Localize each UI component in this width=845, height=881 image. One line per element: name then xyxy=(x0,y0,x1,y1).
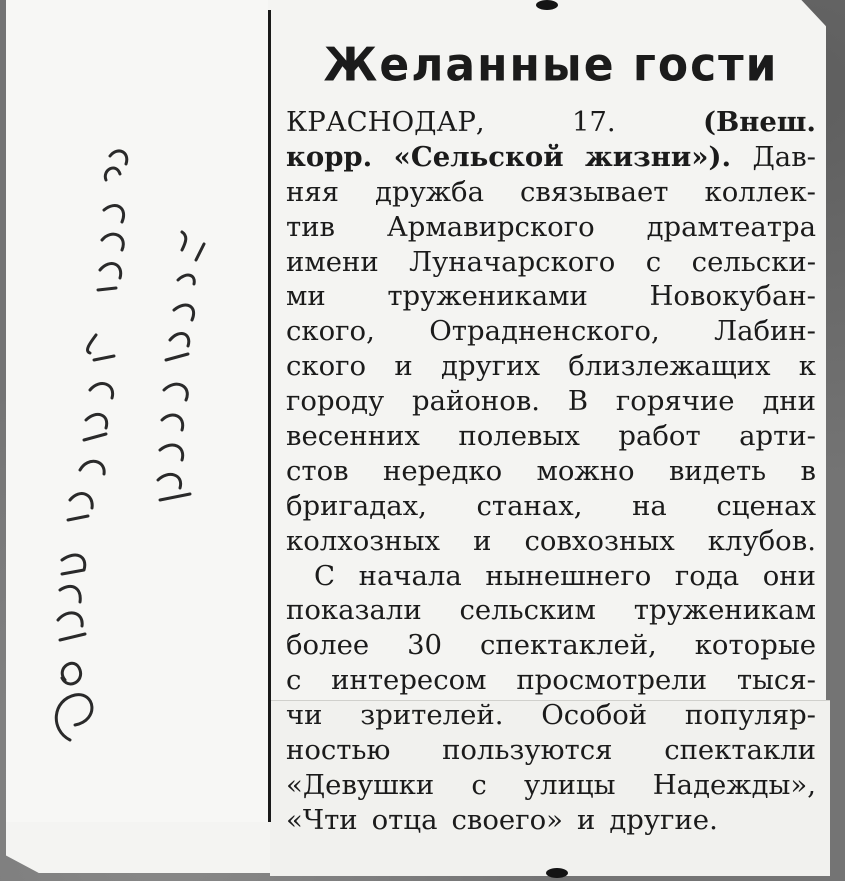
article-headline: Желанные гости xyxy=(323,38,779,93)
article-word: чи xyxy=(286,699,323,732)
article-word: Особой xyxy=(541,699,648,732)
article-line xyxy=(286,628,816,663)
article-word: пользуются xyxy=(442,734,613,767)
article-word: сценах xyxy=(716,489,816,522)
article-word: дни xyxy=(762,385,816,418)
article-word: Дав- xyxy=(752,140,816,173)
article-word: КРАСНОДАР, xyxy=(286,106,485,138)
article-line xyxy=(286,105,816,140)
article xyxy=(286,40,816,838)
article-word: горячие xyxy=(615,385,735,418)
article-word: года xyxy=(674,559,740,592)
article-word: 30 xyxy=(407,629,443,662)
article-word: «Сельской xyxy=(393,140,564,173)
article-word: с xyxy=(471,768,487,801)
article-line xyxy=(286,733,816,768)
article-line xyxy=(286,663,816,698)
article-line xyxy=(286,524,816,559)
article-line xyxy=(286,454,816,489)
article-word: на xyxy=(632,489,667,522)
article-word: своего» xyxy=(451,803,563,836)
article-word: труженикам xyxy=(633,594,816,627)
article-word: районов. xyxy=(412,385,541,418)
article-word: драмтеатра xyxy=(646,210,816,243)
article-word: зрителей. xyxy=(360,699,504,732)
article-line xyxy=(286,314,816,349)
article-line xyxy=(286,245,816,280)
article-word: Надежды», xyxy=(652,768,816,801)
article-word: сельски- xyxy=(691,245,816,278)
article-word: спектаклей, xyxy=(479,629,657,662)
article-word: других xyxy=(441,350,540,383)
article-word: нередко xyxy=(382,454,503,487)
punch-hole-bottom xyxy=(546,868,568,878)
article-word: корр. xyxy=(286,140,373,173)
article-word: Луначарского xyxy=(409,245,616,278)
article-line xyxy=(286,279,816,314)
article-word: клубов. xyxy=(707,524,816,557)
article-word: нынешнего xyxy=(485,559,652,592)
article-word: с xyxy=(645,245,662,278)
article-word: и xyxy=(473,524,492,557)
article-word: спектакли xyxy=(664,734,816,767)
article-word: В xyxy=(567,385,589,418)
article-word: работ xyxy=(618,420,701,453)
article-word: ностью xyxy=(286,734,391,767)
article-word: видеть xyxy=(668,454,767,487)
article-word: тив xyxy=(286,210,336,243)
article-line xyxy=(286,210,816,245)
article-word: бригадах, xyxy=(286,489,427,522)
article-line xyxy=(286,803,816,838)
article-word: городу xyxy=(286,385,385,418)
article-word: стов xyxy=(286,454,349,487)
article-word: и xyxy=(577,803,596,836)
article-word: интересом xyxy=(331,664,487,697)
article-word: «Чти xyxy=(286,803,358,836)
article-word: «Девушки xyxy=(286,768,435,801)
punch-hole-top xyxy=(536,0,558,10)
article-word: сельским xyxy=(459,594,596,627)
article-word: Новокубан- xyxy=(649,280,816,313)
article-word: жизни»). xyxy=(585,140,732,173)
article-word: ского, xyxy=(286,315,375,348)
article-word: с xyxy=(286,664,302,697)
article-line xyxy=(286,419,816,454)
article-word: более xyxy=(286,629,370,662)
article-word: связывает xyxy=(520,175,669,208)
article-word: С xyxy=(314,559,336,592)
article-line xyxy=(286,384,816,419)
article-word: совхозных xyxy=(524,524,675,557)
article-word: коллек- xyxy=(704,175,816,208)
article-word: тружениками xyxy=(387,280,588,313)
article-word: полевых xyxy=(458,420,580,453)
article-line xyxy=(286,768,816,803)
article-word: весенних xyxy=(286,420,420,453)
article-word: которые xyxy=(694,629,816,662)
article-line xyxy=(286,559,816,594)
article-word: просмотрели xyxy=(516,664,708,697)
article-line xyxy=(286,593,816,628)
article-line xyxy=(286,698,816,733)
article-word: Лабин- xyxy=(714,315,816,348)
article-word: к xyxy=(798,350,816,383)
article-word: тыся- xyxy=(736,664,816,697)
article-word: можно xyxy=(536,454,635,487)
article-word: популяр- xyxy=(684,699,816,732)
article-line xyxy=(286,175,816,210)
article-body xyxy=(286,105,816,838)
article-word: станах, xyxy=(476,489,583,522)
article-word: 17. xyxy=(571,106,616,138)
handwritten-source-note xyxy=(10,120,270,780)
article-word: близлежащих xyxy=(568,350,771,383)
article-word: Отрадненского, xyxy=(429,315,660,348)
article-word: улицы xyxy=(523,768,616,801)
article-word: ми xyxy=(286,280,326,313)
article-line xyxy=(286,140,816,175)
article-word: няя xyxy=(286,175,340,208)
article-word: Армавирского xyxy=(386,210,595,243)
article-word: дружба xyxy=(375,175,485,208)
article-word: другие. xyxy=(609,803,718,836)
article-word: они xyxy=(762,559,816,592)
article-word: начала xyxy=(358,559,462,592)
article-word: имени xyxy=(286,245,379,278)
article-word: ского xyxy=(286,350,367,383)
article-word: (Внеш. xyxy=(702,106,816,138)
article-word: в xyxy=(800,454,816,487)
article-word: отца xyxy=(371,803,438,836)
article-word: арти- xyxy=(739,420,816,453)
article-word: показали xyxy=(286,594,422,627)
article-line xyxy=(286,489,816,524)
article-word: и xyxy=(394,350,413,383)
handwriting-image xyxy=(10,120,270,780)
article-word: колхозных xyxy=(286,524,441,557)
article-line xyxy=(286,349,816,384)
